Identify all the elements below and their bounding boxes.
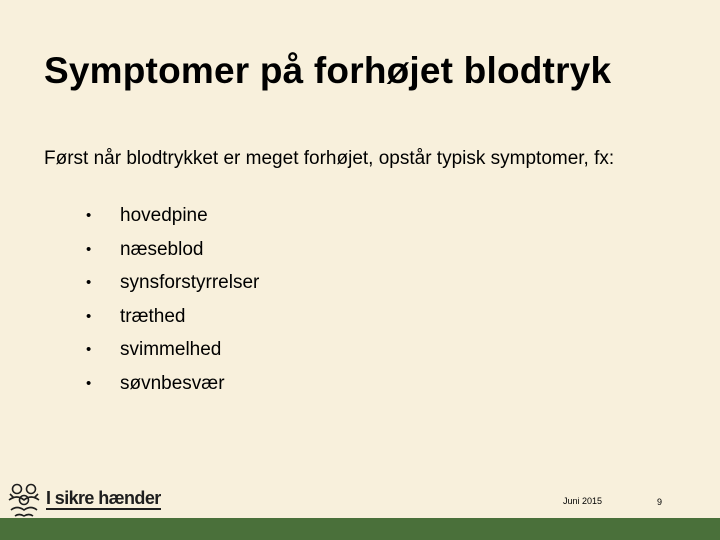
list-item-label: svimmelhed (120, 339, 222, 361)
list-item (86, 266, 259, 300)
list-item-label: synsforstyrrelser (120, 272, 260, 294)
bullet-icon: • (86, 374, 92, 392)
people-emblem-icon (6, 480, 42, 518)
logo-text: I sikre hænder (46, 487, 161, 508)
list-item (86, 199, 259, 233)
list-item-label: træthed (120, 305, 186, 327)
symptom-list (86, 199, 259, 401)
page-number: 9 (657, 497, 663, 507)
list-item (86, 333, 259, 367)
list-item (86, 233, 259, 267)
bullet-icon: • (86, 207, 92, 224)
slide-title: Symptomer på forhøjet blodtryk (44, 50, 612, 91)
list-item (86, 300, 259, 334)
intro-text: Først når blodtrykket er meget forhøjet, opstår typisk symptomer, fx: (44, 148, 615, 169)
list-item-label: næseblod (120, 238, 204, 260)
list-item-label: hovedpine (120, 205, 208, 226)
bullet-icon: • (86, 240, 92, 258)
footer-bar (0, 518, 720, 540)
logo (6, 480, 161, 518)
footer-date: Juni 2015 (563, 496, 603, 506)
bullet-icon: • (86, 274, 92, 292)
bullet-icon: • (86, 341, 92, 359)
list-item (86, 367, 259, 401)
bullet-icon: • (86, 307, 92, 325)
list-item-label: søvnbesvær (120, 372, 225, 394)
